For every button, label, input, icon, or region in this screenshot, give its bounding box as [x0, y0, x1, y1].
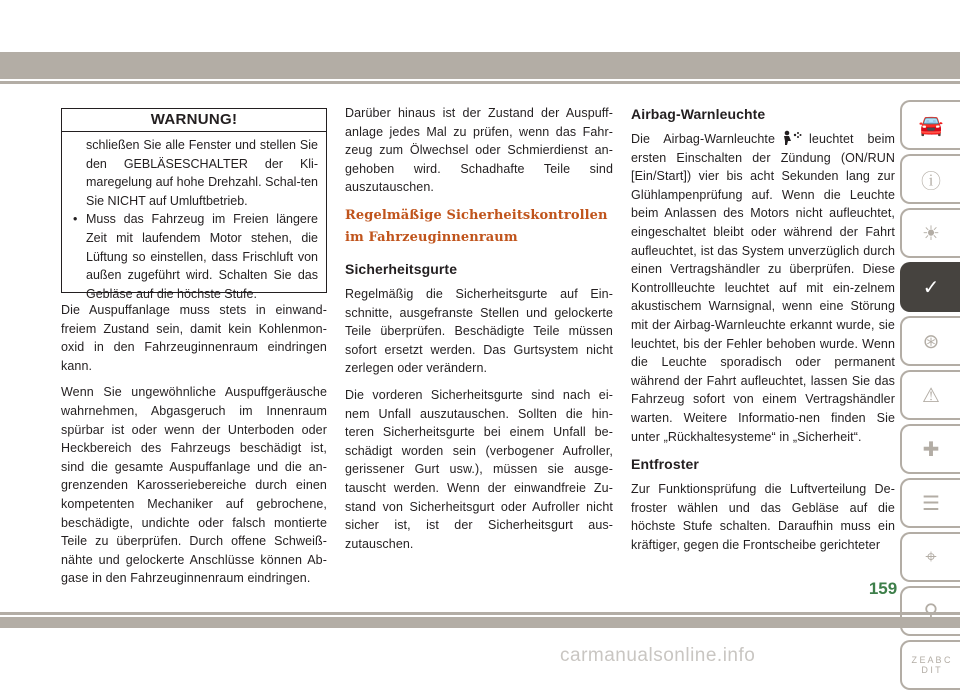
- car-info-icon: ⓘ: [921, 170, 941, 193]
- header-rule: [0, 81, 960, 84]
- tab-emergency[interactable]: [900, 370, 960, 420]
- tab-safety[interactable]: [900, 262, 960, 312]
- tab-driving[interactable]: [900, 316, 960, 366]
- airbag-text-start: Die Airbag-Warnleuchte: [631, 132, 776, 146]
- tab-index[interactable]: [900, 640, 960, 690]
- subheading: Airbag-Warnleuchte: [631, 106, 766, 122]
- tab-car[interactable]: [900, 100, 960, 150]
- paragraph: Die vorderen Sicherheitsgurte sind nach ei-nem Unfall auszutauschen. Sollten die hin-teren Sicherheitsgurte bei einem Unfall be-schädigt worden sein (verbogener Aufroller, gerissener Gurt usw.), müssen sie ausge-tauscht werden. Wenn der einwandfreie Zu-stand von Sicherheitsgurt oder Aufroller nicht sicher ist, ist der Sicherheitsgurt aus-zutauschen.: [345, 387, 613, 551]
- airbag-text-rest: leuchtet beim ersten Einschalten der Zündung (ON/RUN [Ein/Start]) vier bis acht Sekunden lang zur Glühlampenprüfung auf. Wenn die Leuchte beim Anlassen des Motors nicht aufleuchtet, eingeschaltet bleibt oder während der Fahrt aufleuchtet, ist das System unverzüglich durch einen Vertragshändler zu überprüfen. Diese Kontrollleuchte leuchtet auf mit ein-zelnem akustischem Warnsignal, wenn eine Störung mit der Airbag-Warnleuchte erkannt wurde, sie leuchtet, bis der Fehler behoben wurde. Wenn die Leuchte sporadisch oder permanent während der Fahrt aufleuchtet, lassen Sie das Fahrzeug sofort von einem Vertragshändler warten. Weitere Informatio-nen finden Sie unter „Rückhaltesysteme“ in „Sicherheit“.: [631, 132, 895, 444]
- section-heading: Regelmäßige Sicherheitskontrollen im Fahrzeuginnenraum: [345, 207, 608, 245]
- tab-help[interactable]: [900, 586, 960, 636]
- watermark: carmanualsonline.info: [560, 645, 756, 666]
- tab-warning-lights[interactable]: [900, 208, 960, 258]
- chapter-tabs: [900, 100, 960, 694]
- index-icon: Z E A B C D I T: [911, 655, 951, 675]
- paragraph: Darüber hinaus ist der Zustand der Auspuff-anlage jedes Mal zu prüfen, wenn das Fahr-zeug zum Ölwechsel oder Schmierdienst an-gehoben wird. Schadhafte Teile sind auszutauschen.: [345, 106, 613, 195]
- footer-rule: [0, 612, 960, 615]
- tab-multimedia[interactable]: [900, 532, 960, 582]
- steering-wheel-icon: ⊛: [922, 330, 940, 353]
- warning-bullet: [73, 210, 318, 303]
- road-warning-icon: ⚠: [922, 384, 940, 407]
- tab-service[interactable]: [900, 424, 960, 474]
- paragraph: Regelmäßig die Sicherheitsgurte auf Ein-schnitte, ausgefranste Stellen und gelockerte Teile überprüfen. Beschädigte Teile müssen sofort ersetzt werden. Das Gurtsystem nicht zerlegen oder verändern.: [345, 286, 613, 376]
- warning-title: WARNUNG!: [62, 109, 326, 132]
- airbag-seat-icon: ✓: [922, 276, 940, 299]
- paragraph: [631, 130, 895, 446]
- paragraph: Zur Funktionsprüfung die Luftverteilung De-froster wählen und das Gebläse auf die höchste Stufe schalten. Daraufhin muss ein kräftiger, gegen die Frontscheibe gerichteter: [631, 482, 895, 552]
- paragraph: Die Auspuffanlage muss stets in einwand-freiem Zustand sein, damit kein Kohlenmon-oxid in den Fahrzeuginnenraum eindringen kann.: [61, 303, 327, 373]
- paragraph: Wenn Sie ungewöhnliche Auspuffgeräusche wahrnehmen, Abgasgeruch im Innenraum spürbar ist oder wenn der Unterboden oder Heckbereich des Fahrzeugs beschädigt ist, sind die gesamte Auspuffanlage und die an-grenzenden Karosseriebereiche durch einen kompetenten Mechaniker auf gebrochene, beschädigte, undichte oder falsch montierte Teile zu überprüfen. Durch offene Schweiß-nähte und gelockerte Anschlüsse können Ab-gase in den Fahrzeuginnenraum eindringen.: [61, 385, 327, 586]
- airbag-warning-icon: [781, 130, 803, 146]
- header-band: [0, 52, 960, 79]
- wrench-car-icon: ✚: [922, 438, 940, 461]
- warning-continued-text: schließen Sie alle Fenster und stellen Sie den GEBLÄSESCHALTER der Kli-maregelung auf hohe Drehzahl. Schal-ten Sie NICHT auf Umluftbetrieb.: [86, 138, 318, 208]
- page-number: 159: [868, 579, 898, 598]
- warning-body: [62, 132, 326, 303]
- warning-box: [61, 108, 327, 301]
- footer-band: [0, 617, 960, 628]
- tab-specs[interactable]: [900, 478, 960, 528]
- top-margin: [0, 0, 960, 51]
- warning-light-icon: ☀: [922, 222, 940, 245]
- column-2: [345, 104, 613, 561]
- warning-bullet-text: Muss das Fahrzeug im Freien längere Zeit mit laufendem Motor stehen, die Lüftung so einstellen, dass Frischluft von außen zugeführt wird. Schalten Sie das Gebläse auf die höchste Stufe.: [86, 212, 318, 301]
- column-3: [631, 104, 895, 562]
- subheading: Sicherheitsgurte: [345, 260, 458, 277]
- car-icon: 🚘: [918, 114, 944, 137]
- map-pin-icon: ⌖: [925, 545, 937, 568]
- list-icon: ☰: [922, 492, 940, 515]
- subheading: Entfroster: [631, 456, 699, 473]
- bullet-dot-icon: •: [73, 212, 78, 227]
- tab-car-info[interactable]: [900, 154, 960, 204]
- column-1: [61, 301, 327, 596]
